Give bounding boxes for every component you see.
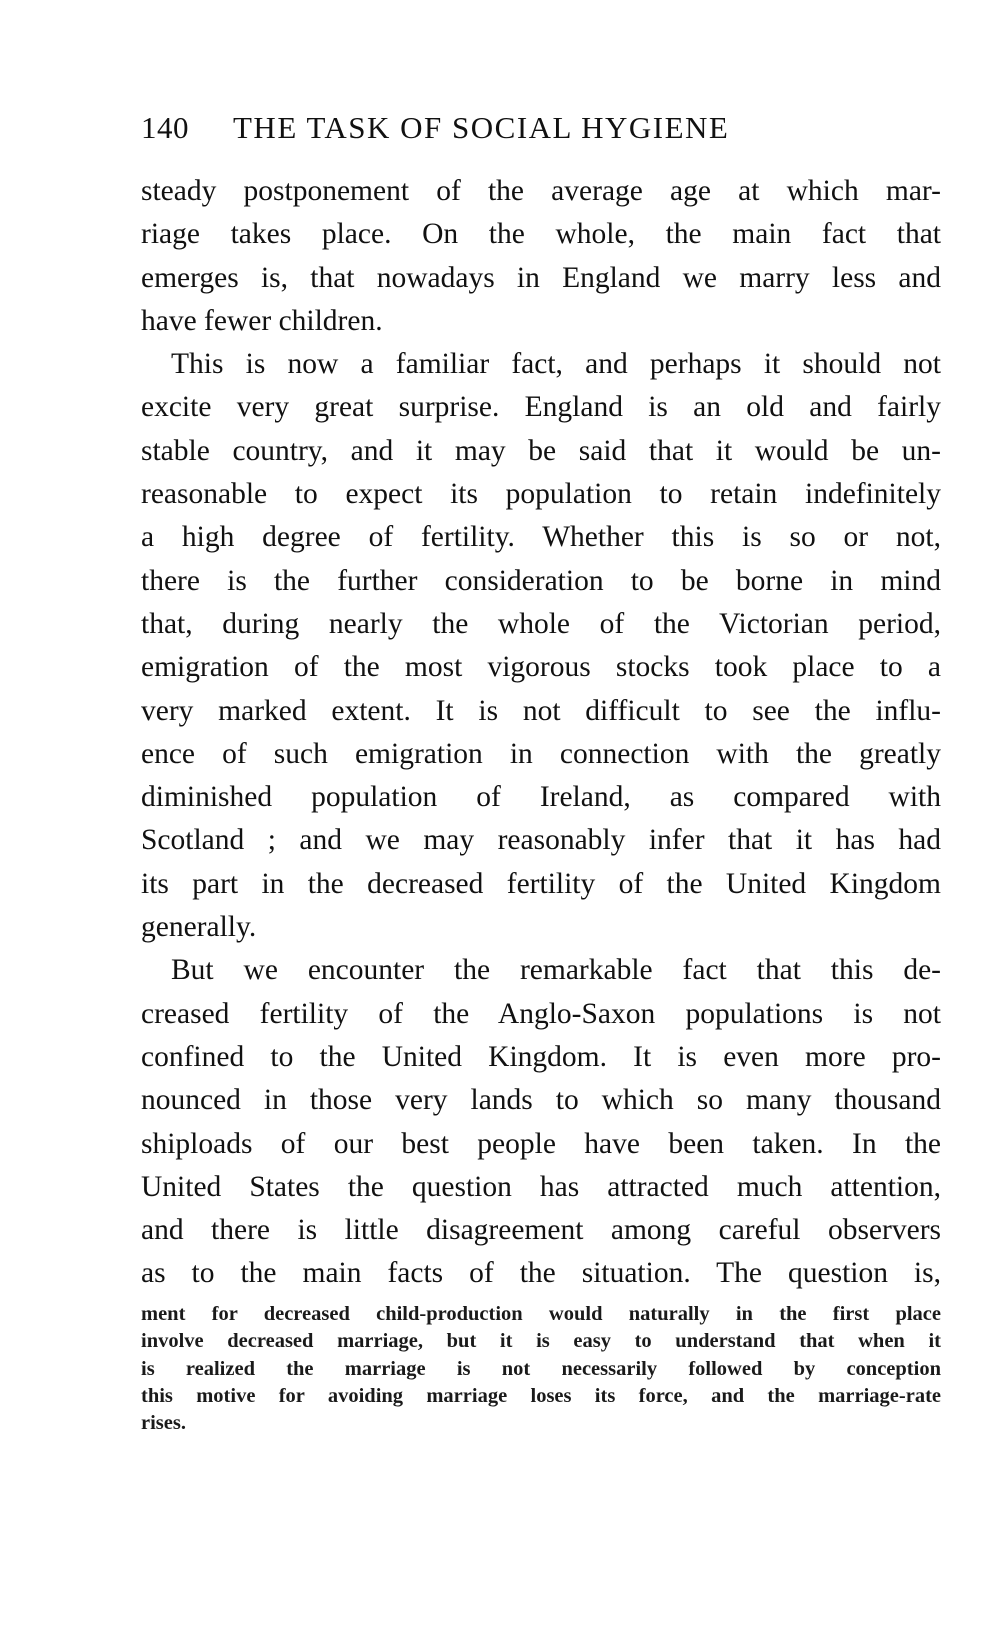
body-line: United States the question has attracted much attention, — [141, 1170, 941, 1203]
body-line: have fewer children. — [141, 304, 383, 337]
body-line: But we encounter the remarkable fact that this de- — [171, 954, 941, 987]
body-line: emerges is, that nowadays in England we marry less and — [141, 261, 941, 294]
body-line: excite very great surprise. England is an old and fairly — [141, 391, 941, 424]
footnote — [141, 1301, 941, 1437]
body-line: there is the further consideration to be borne in mind — [141, 564, 941, 597]
body-line: very marked extent. It is not difficult to see the influ- — [141, 694, 941, 727]
footnote-line: involve decreased marriage, but it is easy to understand that when it — [141, 1330, 941, 1353]
body-line: as to the main facts of the situation. The question is, — [141, 1257, 941, 1290]
footnote-line: is realized the marriage is not necessarily followed by conception — [141, 1357, 941, 1380]
body-line: emigration of the most vigorous stocks took place to a — [141, 651, 941, 684]
body-line: reasonable to expect its population to retain indefinitely — [141, 478, 941, 511]
body-line: steady postponement of the average age at which mar- — [141, 175, 941, 207]
running-head — [141, 110, 921, 154]
running-title: THE TASK OF SOCIAL HYGIENE — [233, 110, 730, 145]
body-line: shiploads of our best people have been taken. In the — [141, 1127, 941, 1160]
body-line: creased fertility of the Anglo-Saxon populations is not — [141, 997, 941, 1030]
body-line: and there is little disagreement among careful observers — [141, 1214, 941, 1247]
body-line: Scotland ; and we may reasonably infer that it has had — [141, 824, 941, 857]
body-line: This is now a familiar fact, and perhaps it should not — [171, 348, 941, 381]
body-line: nounced in those very lands to which so many thousand — [141, 1084, 941, 1117]
body-line: a high degree of fertility. Whether this is so or not, — [141, 521, 941, 554]
body-line: riage takes place. On the whole, the main fact that — [141, 218, 941, 251]
body-text — [141, 170, 941, 1296]
body-line: its part in the decreased fertility of the United Kingdom — [141, 867, 941, 900]
footnote-line: rises. — [141, 1412, 186, 1435]
body-line: confined to the United Kingdom. It is even more pro- — [141, 1040, 941, 1073]
body-line: generally. — [141, 911, 257, 944]
footnote-line: ment for decreased child-production would naturally in the first place — [141, 1303, 941, 1325]
body-line: that, during nearly the whole of the Victorian period, — [141, 607, 941, 640]
body-line: diminished population of Ireland, as compared with — [141, 781, 941, 814]
body-line: stable country, and it may be said that it would be un- — [141, 434, 941, 467]
body-line: ence of such emigration in connection with the greatly — [141, 737, 941, 770]
page-number: 140 — [141, 110, 189, 145]
footnote-line: this motive for avoiding marriage loses its force, and the marriage-rate — [141, 1384, 941, 1407]
